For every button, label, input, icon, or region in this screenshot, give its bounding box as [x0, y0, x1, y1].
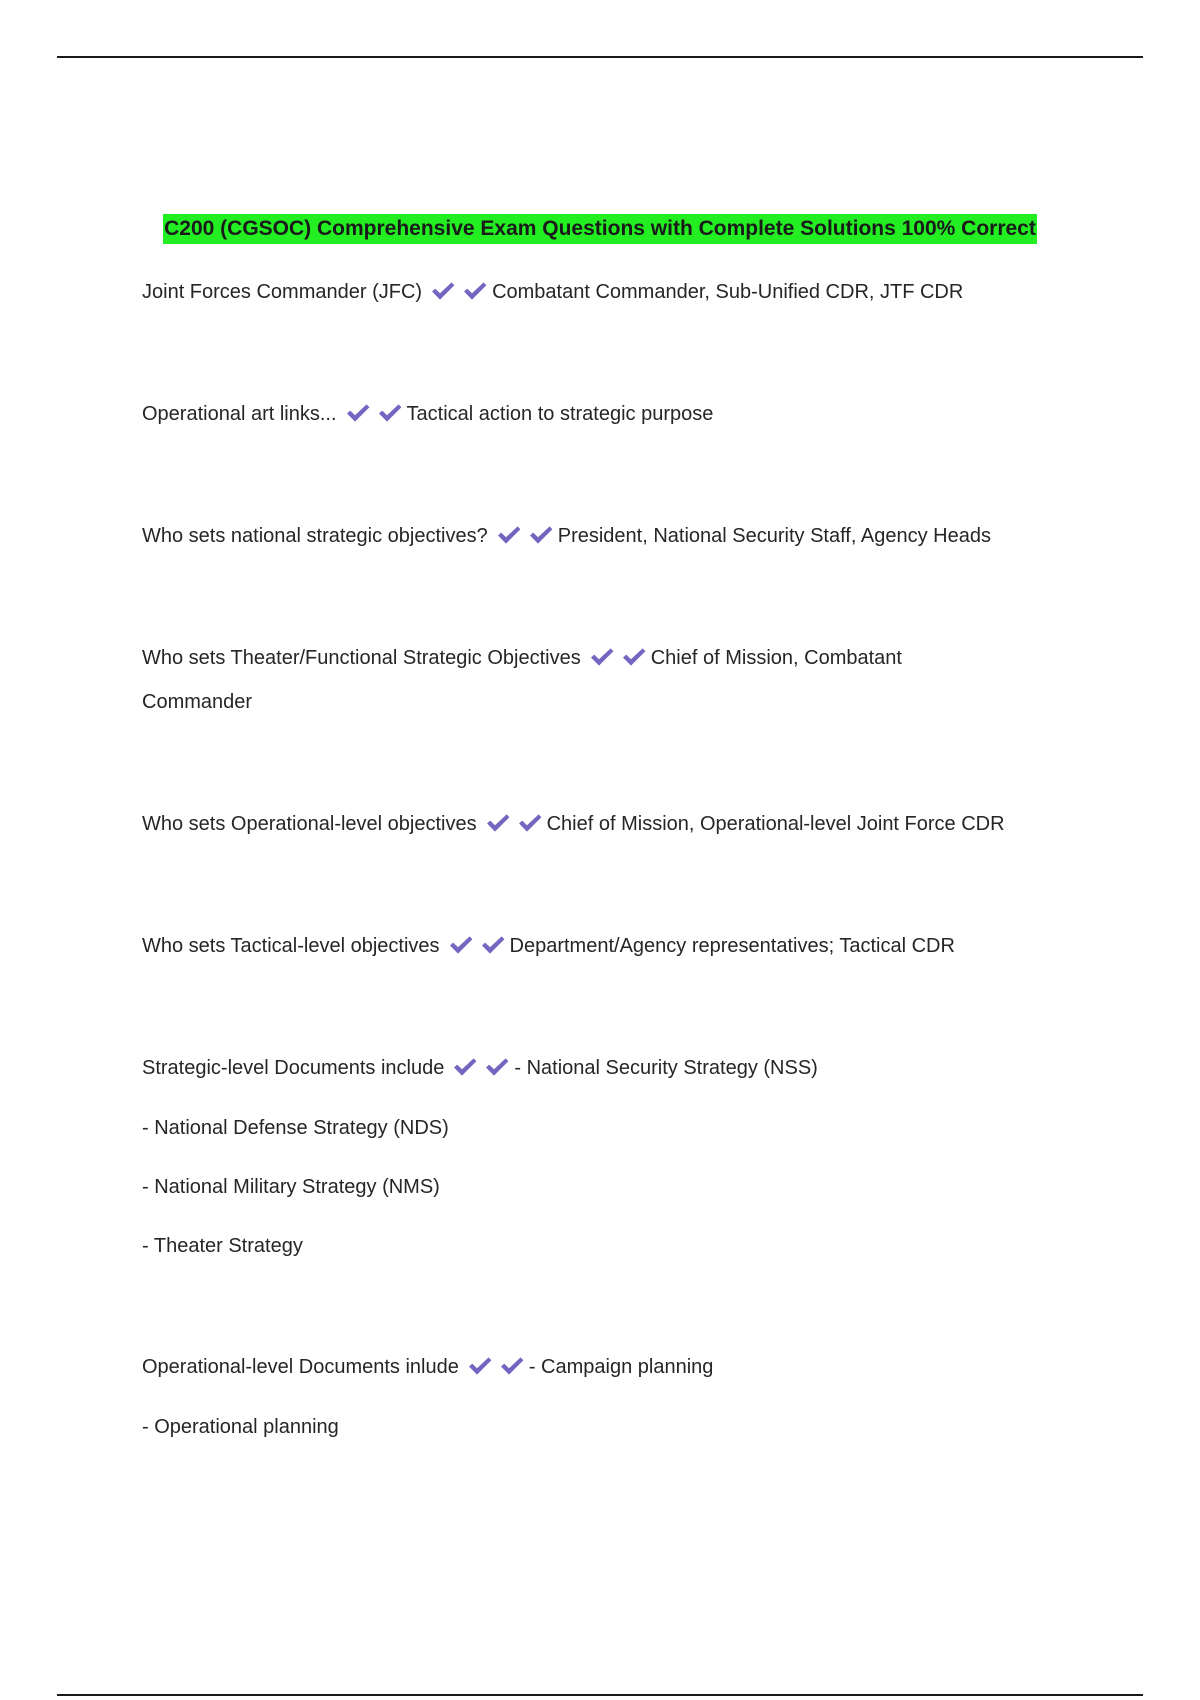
qa-entry — [142, 1354, 713, 1380]
question-text: Operational art links... — [142, 403, 337, 425]
answer-text: President, National Security Staff, Agency Heads — [557, 525, 991, 547]
checkmark-glyph — [517, 812, 543, 834]
answer-text: Combatant Commander, Sub-Unified CDR, JTF CDR — [492, 281, 964, 303]
checkmark-icon — [496, 524, 522, 546]
answer-continuation: Commander — [142, 691, 253, 713]
title-block — [0, 214, 1200, 244]
checkmark-icon — [462, 280, 488, 302]
qa-entry — [142, 279, 963, 305]
checkmark-glyph — [345, 402, 371, 424]
qa-entry — [142, 933, 955, 959]
checkmark-glyph — [377, 402, 403, 424]
header-rule — [57, 56, 1143, 58]
checkmark-icon — [377, 402, 403, 424]
checkmark-icon — [452, 1056, 478, 1078]
checkmark-icon — [484, 1056, 510, 1078]
answer-continuation: - Operational planning — [142, 1416, 339, 1438]
answer-continuation: - National Military Strategy (NMS) — [142, 1176, 440, 1198]
checkmark-icon — [467, 1355, 493, 1377]
qa-entry — [142, 811, 1005, 837]
checkmark-glyph — [467, 1355, 493, 1377]
checkmark-icon — [621, 646, 647, 668]
checkmark-glyph — [499, 1355, 525, 1377]
checkmark-glyph — [528, 524, 554, 546]
footer-rule — [57, 1694, 1143, 1696]
question-text: Who sets Operational-level objectives — [142, 813, 477, 835]
question-text: Who sets national strategic objectives? — [142, 525, 488, 547]
answer-checkmarks — [345, 402, 403, 424]
answer-text: - National Security Strategy (NSS) — [514, 1057, 818, 1079]
answer-checkmarks — [485, 812, 543, 834]
qa-entry — [142, 645, 902, 671]
question-text: Operational-level Documents inlude — [142, 1356, 459, 1378]
checkmark-glyph — [480, 934, 506, 956]
answer-text: Chief of Mission, Operational-level Joint Force CDR — [546, 813, 1005, 835]
qa-entry — [142, 401, 713, 427]
question-text: Who sets Theater/Functional Strategic Objectives — [142, 647, 581, 669]
question-text: Strategic-level Documents include — [142, 1057, 445, 1079]
checkmark-icon — [345, 402, 371, 424]
answer-text: Department/Agency representatives; Tactical CDR — [509, 935, 955, 957]
checkmark-icon — [485, 812, 511, 834]
answer-checkmarks — [430, 280, 488, 302]
question-text: Joint Forces Commander (JFC) — [142, 281, 423, 303]
answer-checkmarks — [496, 524, 554, 546]
checkmark-icon — [499, 1355, 525, 1377]
answer-checkmarks — [589, 646, 647, 668]
answer-continuation: - Theater Strategy — [142, 1235, 303, 1257]
answer-text: - Campaign planning — [528, 1356, 714, 1378]
qa-entry — [142, 1055, 818, 1081]
checkmark-glyph — [448, 934, 474, 956]
answer-continuation: - National Defense Strategy (NDS) — [142, 1117, 449, 1139]
checkmark-glyph — [430, 280, 456, 302]
answer-text: Tactical action to strategic purpose — [406, 403, 714, 425]
checkmark-icon — [528, 524, 554, 546]
answer-text: Chief of Mission, Combatant — [650, 647, 902, 669]
checkmark-glyph — [621, 646, 647, 668]
checkmark-glyph — [484, 1056, 510, 1078]
checkmark-glyph — [452, 1056, 478, 1078]
question-text: Who sets Tactical-level objectives — [142, 935, 440, 957]
checkmark-icon — [430, 280, 456, 302]
document-title: C200 (CGSOC) Comprehensive Exam Questions with Complete Solutions 100% Correct — [163, 214, 1037, 244]
checkmark-glyph — [589, 646, 615, 668]
checkmark-glyph — [496, 524, 522, 546]
checkmark-icon — [517, 812, 543, 834]
checkmark-icon — [480, 934, 506, 956]
checkmark-glyph — [485, 812, 511, 834]
checkmark-icon — [589, 646, 615, 668]
answer-checkmarks — [467, 1355, 525, 1377]
checkmark-icon — [448, 934, 474, 956]
checkmark-glyph — [462, 280, 488, 302]
answer-checkmarks — [448, 934, 506, 956]
qa-entry — [142, 523, 991, 549]
answer-checkmarks — [452, 1056, 510, 1078]
